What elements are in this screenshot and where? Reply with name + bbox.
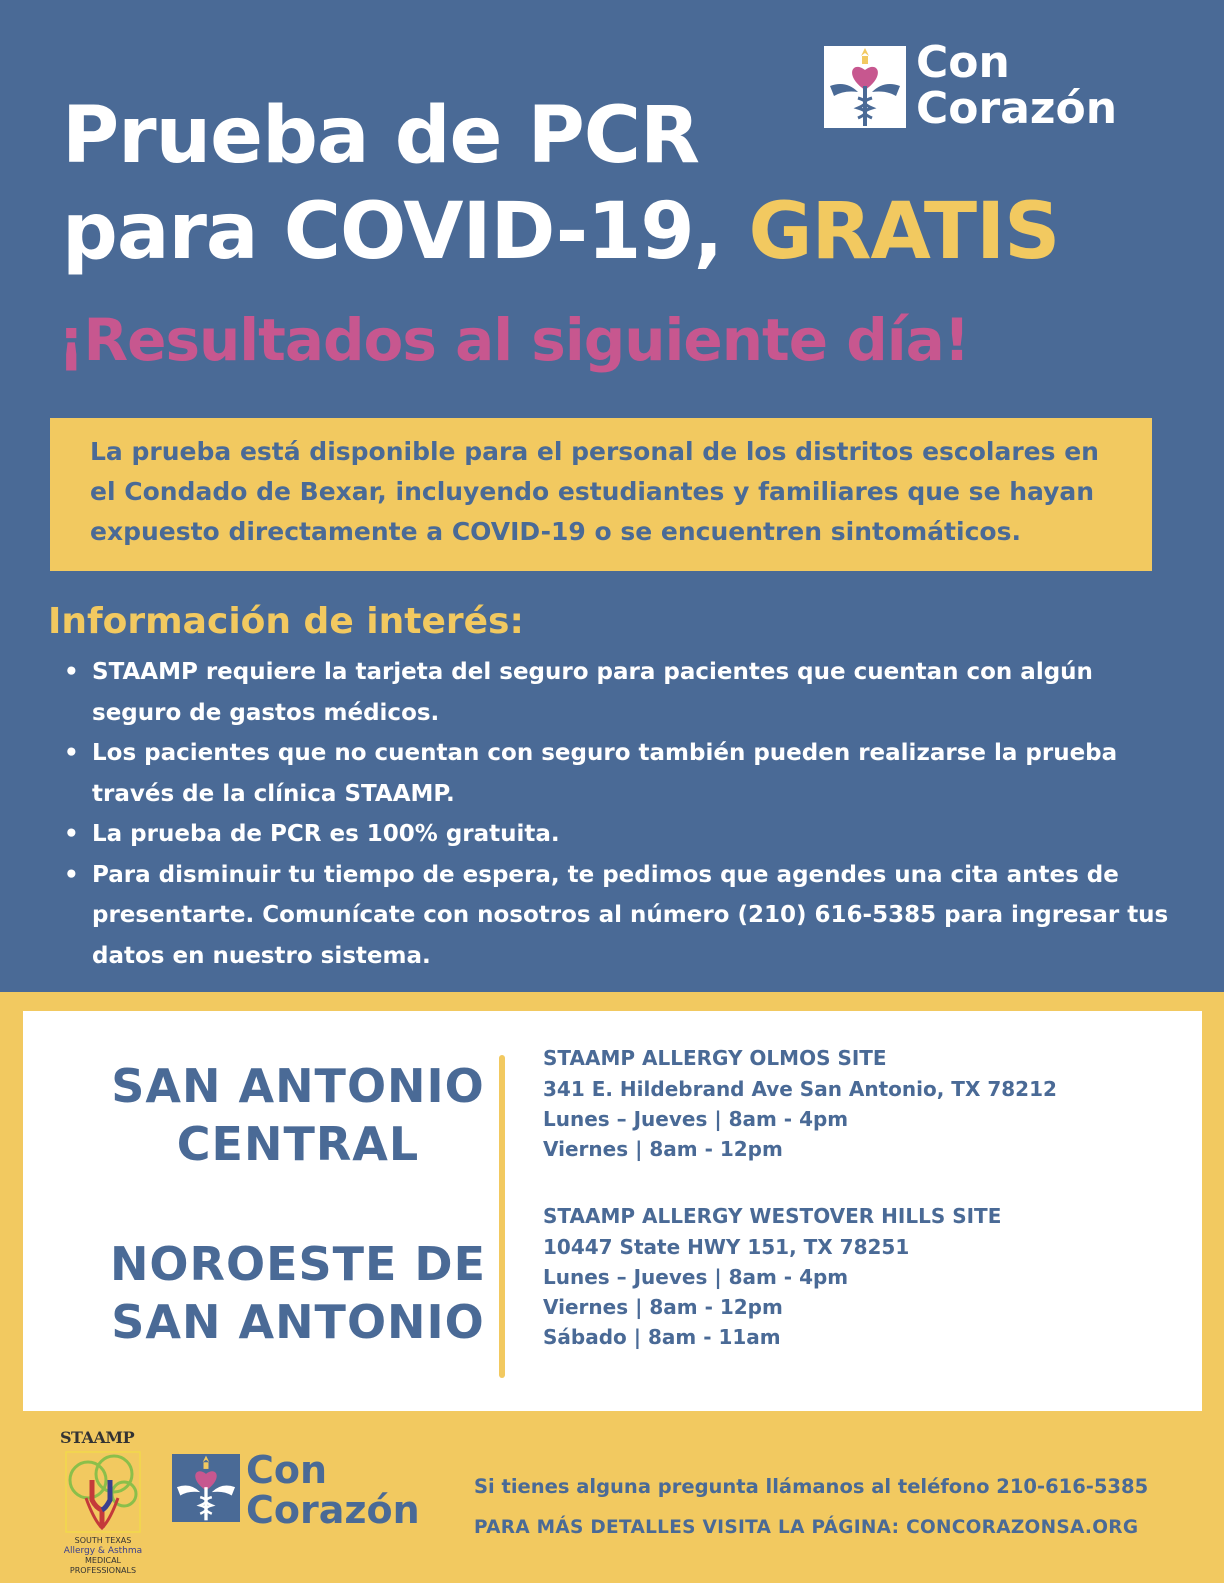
site-westover xyxy=(543,1200,1183,1352)
staamp-sub3: MEDICAL PROFESSIONALS xyxy=(69,1556,137,1575)
staamp-sub1: SOUTH TEXAS xyxy=(74,1536,132,1545)
site-westover-address: 10447 State HWY 151, TX 78251 xyxy=(543,1235,910,1259)
brand-line2-footer: Corazón xyxy=(246,1488,420,1532)
list-item: • La prueba de PCR es 100% gratuita. xyxy=(60,814,1170,855)
info-heading: Información de interés: xyxy=(48,601,524,642)
con-corazon-logo-footer xyxy=(172,1450,462,1536)
page-subtitle: ¡Resultados al siguiente día! xyxy=(58,306,970,374)
region-central xyxy=(63,1057,533,1173)
page-title xyxy=(62,83,1162,280)
site-westover-hours-friday: Viernes | 8am - 12pm xyxy=(543,1295,783,1319)
title-line1: Prueba de PCR xyxy=(62,91,700,181)
list-item: • Los pacientes que no cuentan con seguro también pueden realizarse la prueba través de la clínica STAAMP. xyxy=(60,733,1170,814)
tree-icon xyxy=(62,1450,144,1534)
brand-line1-footer: Con xyxy=(246,1448,328,1492)
locations-card xyxy=(23,1011,1202,1411)
region-northwest xyxy=(63,1235,533,1351)
info-list xyxy=(60,652,1170,976)
site-westover-name: STAAMP ALLERGY WESTOVER HILLS SITE xyxy=(543,1204,1002,1228)
contact-phone-text: Si tienes alguna pregunta llámanos al teléfono 210-616-5385 xyxy=(474,1475,1149,1498)
site-westover-hours-saturday: Sábado | 8am - 11am xyxy=(543,1325,781,1349)
region-central-line1: SAN ANTONIO xyxy=(111,1059,485,1113)
brand-line1: Con xyxy=(916,37,1010,88)
website-text: PARA MÁS DETALLES VISITA LA PÁGINA: CONCORAZONSA.ORG xyxy=(474,1517,1139,1538)
region-central-line2: CENTRAL xyxy=(176,1117,420,1171)
staamp-sub2: Allergy & Asthma xyxy=(63,1546,143,1556)
list-item: • Para disminuir tu tiempo de espera, te pedimos que agendes una cita antes de presentarte. Comunícate con nosotros al número (210) 616-5385 para ingresar tus datos en nuestro sistema. xyxy=(60,855,1170,977)
title-line2 xyxy=(62,184,1162,280)
brand-line2: Corazón xyxy=(916,83,1118,134)
title-highlight: GRATIS xyxy=(748,187,1060,277)
title-line2-prefix: para COVID-19, xyxy=(62,187,749,277)
site-olmos-hours-friday: Viernes | 8am - 12pm xyxy=(543,1137,783,1161)
caduceus-heart-icon xyxy=(172,1454,240,1522)
vertical-divider xyxy=(499,1055,505,1378)
site-westover-hours-weekday: Lunes – Jueves | 8am - 4pm xyxy=(543,1265,849,1289)
site-olmos-hours-weekday: Lunes – Jueves | 8am - 4pm xyxy=(543,1107,849,1131)
brand-name-footer xyxy=(246,1450,420,1530)
site-olmos-address: 341 E. Hildebrand Ave San Antonio, TX 78212 xyxy=(543,1077,1057,1101)
eligibility-notice: La prueba está disponible para el personal de los distritos escolares en el Condado de Bexar, incluyendo estudiantes y familiares que se hayan expuesto directamente a COVID-19 o se encuentren sintomáticos. xyxy=(50,418,1152,571)
region-northwest-line2: SAN ANTONIO xyxy=(111,1295,485,1349)
list-item: • STAAMP requiere la tarjeta del seguro para pacientes que cuentan con algún seguro de gastos médicos. xyxy=(60,652,1170,733)
staamp-subtitle xyxy=(58,1536,148,1576)
staamp-title: STAAMP xyxy=(60,1428,135,1447)
staamp-logo xyxy=(58,1428,148,1578)
site-olmos xyxy=(543,1042,1183,1164)
region-northwest-line1: NOROESTE DE xyxy=(109,1237,487,1291)
site-olmos-name: STAAMP ALLERGY OLMOS SITE xyxy=(543,1046,887,1070)
